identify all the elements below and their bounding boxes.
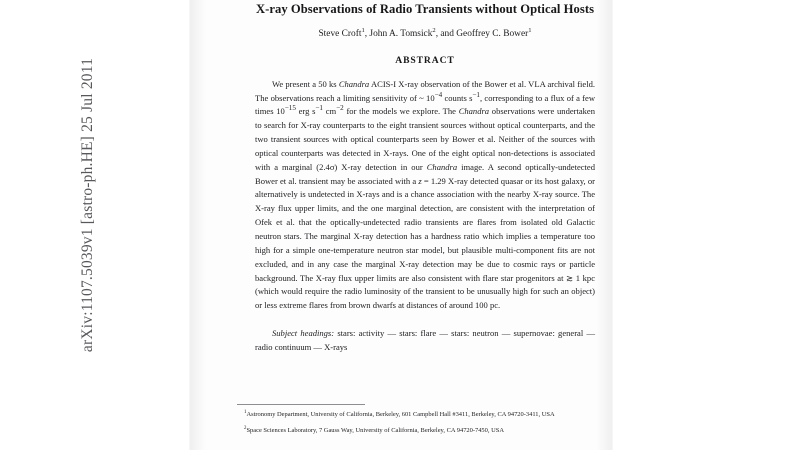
page-title: X-ray Observations of Radio Transients without Optical Hosts xyxy=(255,2,595,16)
author-name: John A. Tomsick xyxy=(369,28,433,39)
author-affiliation-marker: 1 xyxy=(361,26,365,34)
footnote-list xyxy=(235,410,607,442)
footnote-item xyxy=(235,426,607,436)
abstract-heading: ABSTRACT xyxy=(395,54,455,66)
subject-headings-label: Subject headings: xyxy=(272,328,335,339)
footnote-text: Space Sciences Laboratory, 7 Gauss Way, University of California, Berkeley, CA 94720-7450, USA xyxy=(246,427,504,435)
arxiv-identifier-stamp: arXiv:1107.5039v1 [astro-ph.HE] 25 Jul 2011 xyxy=(79,57,96,353)
author-name: Geoffrey C. Bower xyxy=(456,28,529,39)
subject-headings xyxy=(255,313,595,355)
footnote-text: Astronomy Department, University of California, Berkeley, 601 Campbell Hall #3411, Berkeley, CA 94720-3411, USA xyxy=(246,411,555,418)
author-list xyxy=(255,18,595,39)
footnote-marker: 1 xyxy=(244,409,247,415)
footnote-marker: 2 xyxy=(244,425,247,431)
footnote-item xyxy=(235,410,607,420)
author-affiliation-marker: 1 xyxy=(528,26,532,34)
author-separator: , xyxy=(364,28,370,39)
author-affiliation-marker: 2 xyxy=(432,26,436,34)
paper-page xyxy=(190,0,612,450)
subject-headings-text: stars: activity — stars: flare — stars: neutron — supernovae: general — radio continuum — X-rays xyxy=(255,328,595,352)
text-column xyxy=(255,0,595,355)
abstract-body: We present a 50 ks Chandra ACIS-I X-ray observation of the Bower et al. VLA archival field. The observations reach a limiting sensitivity of ~ $10^{-4}$ counts $s^{-1}$, corresponding to a flux of a few times $10^{-15}$ erg $s^{-1}$ $cm^{-2}$ for the models we explore. The Chandra observations were undertaken to search for X-ray counterparts to the eight transient sources without optical counterparts, and the two transient sources with optical counterparts seen by Bower et al. Neither of the sources with optical counterparts was detected in X-rays. One of the eight optical non-detections is associated with a marginal (2.4σ) X-ray detection in our Chandra image. A second optically-undetected Bower et al. transient may be associated with a z = 1.29 X-ray detected quasar or its host galaxy, or alternatively is undetected in X-rays and is a chance association with the nearby X-ray source. The X-ray flux upper limits, and the one marginal detection, are consistent with the interpretation of Ofek et al. that the optically-undetected radio transients are flares from isolated old Galactic neutron stars. The marginal X-ray detection has a hardness ratio which implies a temperature too high for a simple one-temperature neutron star model, but plausible multi-component fits are not excluded, and in any case the marginal X-ray detection may be due to cosmic rays or particle background. The X-ray flux upper limits are also consistent with flare star progenitors at ≳ 1 kpc (which would require the radio luminosity of the transient to be unusually high for such an object) or less extreme flares from brown dwarfs at distances of around 100 pc. xyxy=(255,78,596,311)
arxiv-stamp-margin xyxy=(0,0,190,450)
author-name: Steve Croft xyxy=(318,28,362,39)
author-separator: , and xyxy=(435,28,457,39)
footnote-separator-rule xyxy=(237,404,365,405)
